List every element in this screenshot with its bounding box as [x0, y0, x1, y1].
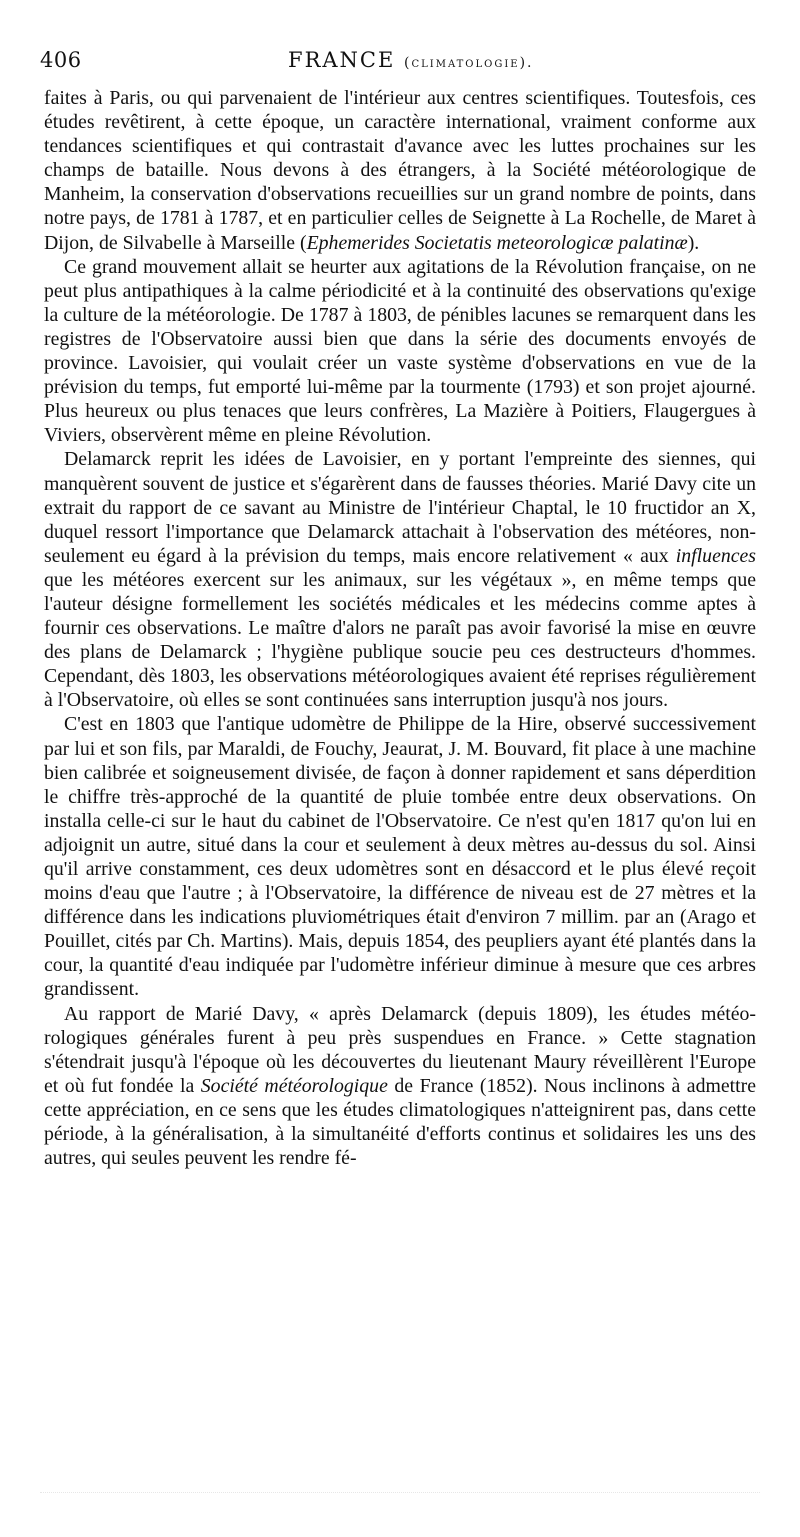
page-header — [40, 48, 760, 78]
paragraph — [44, 1002, 756, 1171]
italic-text: Société météorologique — [200, 1074, 388, 1097]
paragraph-text: Delamarck reprit les idées de Lavoisier, en y portant l'empreinte des siennes, qui manquèrent souvent de justice et s'égarèrent dans de fausses théories. Marié Davy cite un extrait du rapport de ce savant au Ministre de l'intérieur Chaptal, le 10 fructidor an X, duquel ressort l'importance que Delamarck attachait à l'observation des météores, non-seulement eu égard à la prévision du temps, mais encore relativement « aux — [44, 448, 756, 567]
body-text — [44, 86, 756, 1170]
paragraph-text: faites à Paris, ou qui parvenaient de l'intérieur aux centres scientifiques. Toutesfois, ces études revêtirent, à cette époque, un caractère international, vraiment conforme aux tendances scientifiques et qui contrastait d'avance avec les luttes prochaines sur les champs de bataille. Nous devons à des étrangers, à la Société météorologique de Manheim, la conservation d'observations recueillies sur un grand nombre de points, dans notre pays, de 1781 à 1787, et en particulier celles de Seignette à La Rochelle, de Maret à Dijon, de Silvabelle à Marseille ( — [44, 87, 756, 254]
italic-text: Ephemerides Societatis meteorologicæ palatinæ — [306, 231, 688, 254]
paragraph — [44, 712, 756, 1001]
paragraph-text: ). — [687, 231, 700, 254]
paragraph — [44, 86, 756, 255]
italic-text: influences — [675, 544, 756, 567]
paragraph — [44, 447, 756, 712]
running-title — [288, 48, 534, 72]
paragraph-text: Ce grand mouvement allait se heurter aux agitations de la Révolution française, on ne peut plus antipathiques à la calme périodicité et à la continuité des observations qu'exige la culture de la météorologie. De 1787 à 1803, de pénibles lacunes se remarquent dans les registres de l'Observatoire aussi bien que dans la série des documents envoyés de province. Lavoisier, qui voulait créer un vaste système d'observations en vue de la prévision du temps, fut emporté lui-même par la tourmente (1793) et son projet ajourné. Plus heureux ou plus tenaces que leurs confrères, La Mazière à Poitiers, Flaugergues à Viviers, observèrent même en pleine Révolution. — [44, 255, 756, 447]
page-footer-edge — [40, 1492, 760, 1505]
page-number: 406 — [40, 48, 82, 72]
paragraph-text: C'est en 1803 que l'antique udomètre de Philippe de la Hire, observé successivement par lui et son fils, par Maraldi, de Fouchy, Jeaurat, J. M. Bouvard, fit place à une machine bien calibrée et soigneusement divisée, de façon à donner rapidement et sans déperdition le chiffre très-approché de la quantité de pluie tombée entre deux observations. On installa celle-ci sur le haut du cabinet de l'Observatoire. Ce n'est qu'en 1817 qu'on lui en adjoignit un autre, situé dans la cour et seulement à deux mètres au-dessus du sol. Ainsi qu'il arrive constamment, ces deux udomètres sont en désaccord et le plus élevé reçoit moins d'eau que l'autre ; à l'Observatoire, la différence de niveau est de 27 mètres et la différence dans les indications pluviométriques était d'environ 7 millim. par an (Arago et Pouillet, cités par Ch. Martins). Mais, depuis 1854, des peupliers ayant été plantés dans la cour, la quantité d'eau indiquée par l'udomètre inférieur diminue à mesure que ces arbres grandissent. — [44, 713, 756, 1001]
running-title-main: FRANCE — [288, 48, 396, 72]
running-title-subtitle: (climatologie). — [404, 55, 534, 71]
paragraph — [44, 255, 756, 448]
paragraph-text: de France (1852). Nous inclinons à admettre cette appréciation, en ce sens que les études climatologiques n'atteignirent pas, dans cette période, à la généralisation, à la simultanéité d'efforts continus et solidaires les uns des autres, qui seules peuvent les rendre fé- — [44, 1074, 756, 1170]
paragraph-text: Au rapport de Marié Davy, « après Delamarck (depuis 1809), les études météorologiques générales furent à peu près suspendues en France. » Cette stagnation s'étendrait jusqu'à l'époque où les découvertes du lieutenant Maury réveillèrent l'Europe et où fut fondée la — [44, 1002, 756, 1097]
paragraph-text: que les météores exercent sur les animaux, sur les végétaux », en même temps que l'auteur désigne formellement les sociétés médicales et les médecins comme aptes à fournir ces observations. Le maître d'alors ne paraît pas avoir favorisé la mise en œuvre des plans de Delamarck ; l'hygiène publique soucie peu ces destructeurs d'hommes. Cependant, dès 1803, les observations météorologiques avaient été reprises régulièrement à l'Observatoire, où elles se sont continuées sans interruption jusqu'à nos jours. — [44, 568, 756, 712]
